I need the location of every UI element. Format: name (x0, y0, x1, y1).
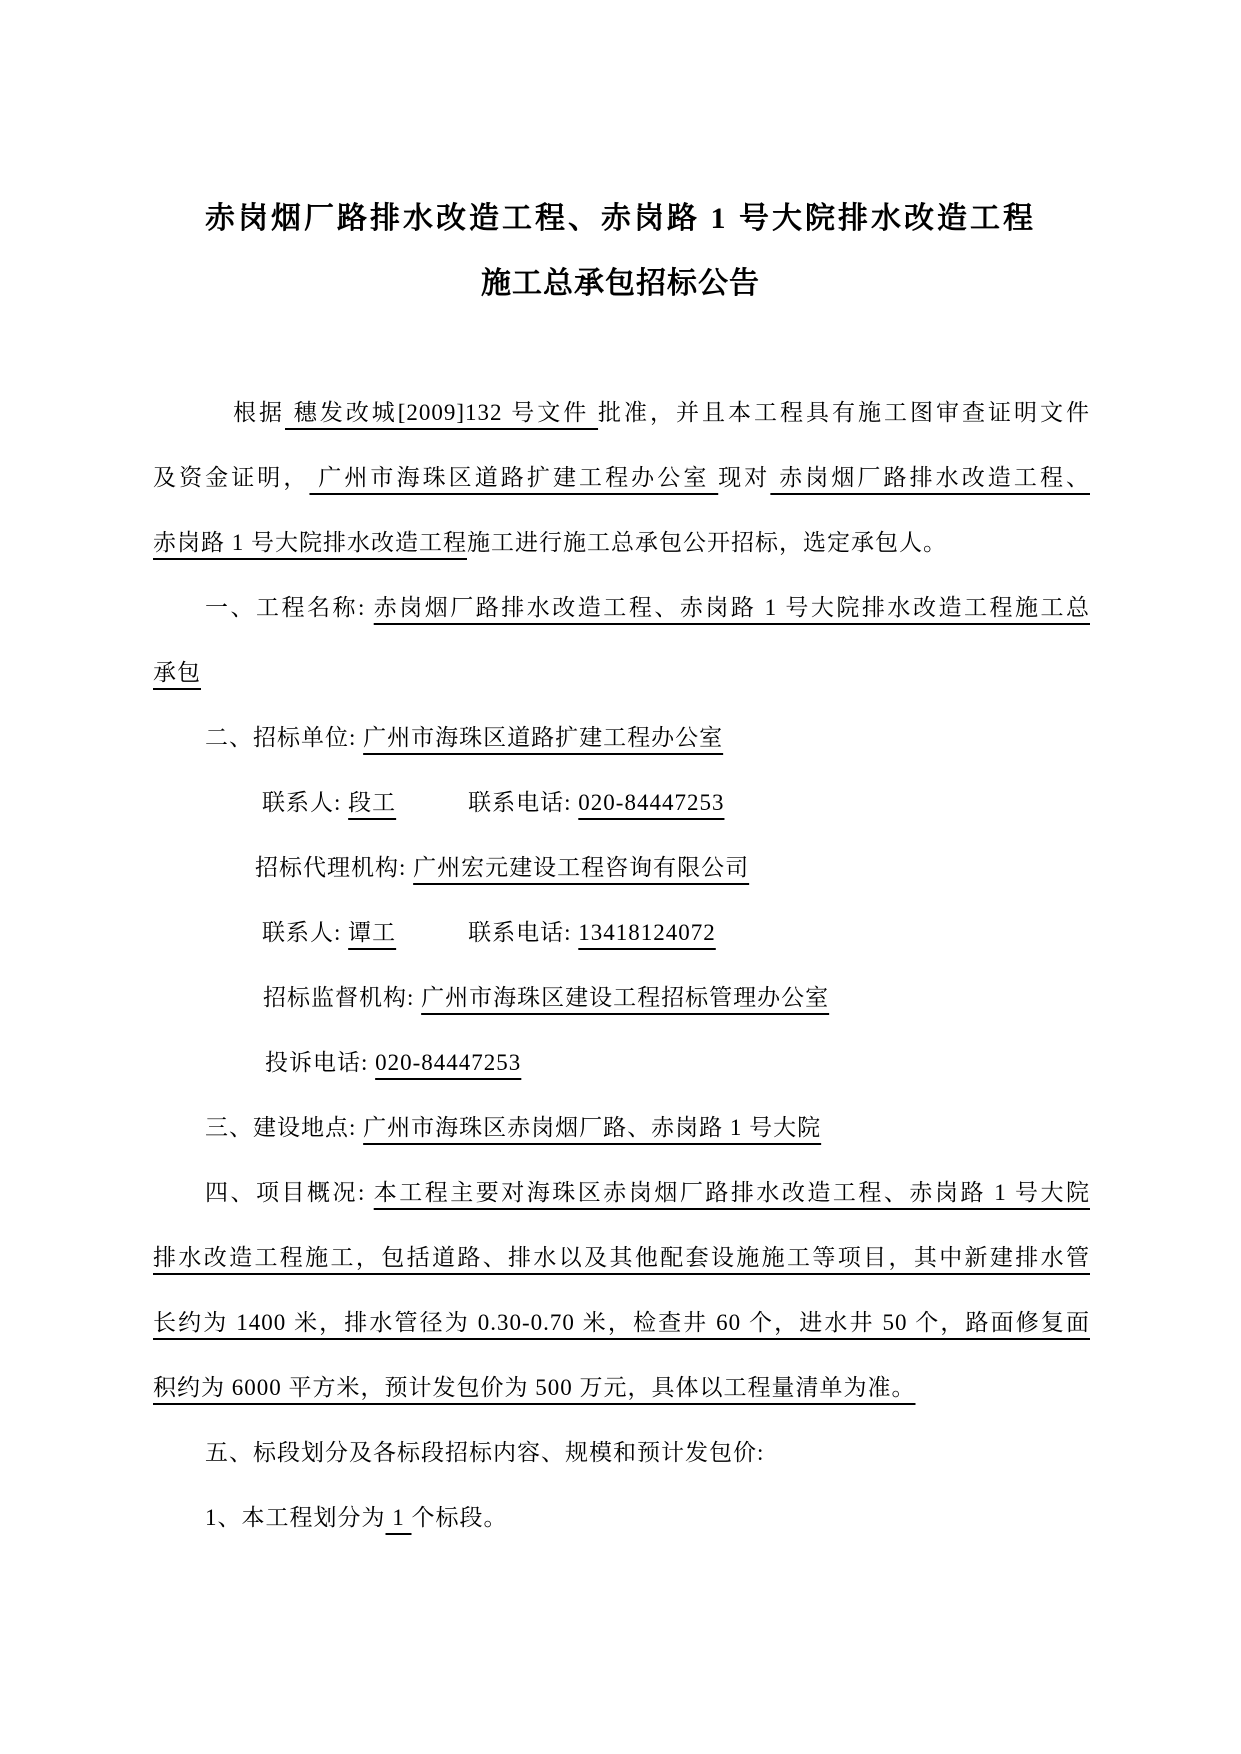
underlined-text: 广州市海珠区赤岗烟厂路、赤岗路 1 号大院 (363, 1115, 822, 1140)
text-segment: 批准，并且本工程具有施工图审查证明文件 (598, 400, 1090, 425)
text-segment: 招标监督机构: (263, 985, 422, 1010)
text-segment: 1、本工程划分为 (205, 1505, 386, 1530)
text-segment: 二、招标单位: (205, 725, 364, 750)
text-segment: 联系电话: (396, 920, 579, 945)
underlined-text: 承包 (153, 660, 201, 685)
text-line (153, 1355, 1090, 1420)
text-line (153, 705, 1090, 770)
text-line (153, 1160, 1090, 1225)
text-segment: 五、标段划分及各标段招标内容、规模和预计发包价: (205, 1440, 765, 1465)
underlined-text: 排水改造工程施工，包括道路、排水以及其他配套设施施工等项目，其中新建排水管 (153, 1245, 1090, 1270)
text-segment: 联系人: (262, 920, 349, 945)
underlined-text: 020-84447253 (375, 1050, 522, 1075)
text-line (153, 835, 1090, 900)
underlined-text: 谭工 (348, 920, 397, 945)
text-segment: 联系人: (262, 790, 349, 815)
text-line (153, 445, 1090, 510)
text-line (153, 1420, 1090, 1485)
underlined-text: 广州市海珠区道路扩建工程办公室 (363, 725, 724, 750)
underlined-text: 广州市海珠区建设工程招标管理办公室 (421, 985, 830, 1010)
text-line (153, 1030, 1090, 1095)
text-segment: 一、工程名称: (205, 595, 374, 620)
text-line (153, 965, 1090, 1030)
text-segment: 及资金证明， (153, 465, 310, 490)
text-segment: 招标代理机构: (255, 855, 414, 880)
text-line (153, 1095, 1090, 1160)
underlined-text: 广州市海珠区道路扩建工程办公室 (309, 465, 719, 490)
text-line (153, 1290, 1090, 1355)
underlined-text: 段工 (348, 790, 397, 815)
text-line (153, 1485, 1090, 1550)
document-body (153, 380, 1090, 1550)
underlined-text: 1 (385, 1505, 412, 1530)
document-title-line-1: 赤岗烟厂路排水改造工程、赤岗路 1 号大院排水改造工程 (205, 202, 1036, 235)
underlined-text: 本工程主要对海珠区赤岗烟厂路排水改造工程、赤岗路 1 号大院 (373, 1180, 1090, 1205)
text-segment: 施工进行施工总承包公开招标，选定承包人。 (467, 530, 947, 555)
text-line (153, 575, 1090, 640)
text-segment: 四、项目概况: (205, 1180, 374, 1205)
document-title (0, 186, 1241, 316)
text-segment: 现对 (718, 465, 771, 490)
text-line (153, 380, 1090, 445)
text-segment: 个标段。 (411, 1505, 508, 1530)
underlined-text: 赤岗烟厂路排水改造工程、赤岗路 1 号大院排水改造工程施工总 (373, 595, 1090, 620)
underlined-text: 积约为 6000 平方米，预计发包价为 500 万元，具体以工程量清单为准。 (153, 1375, 916, 1400)
underlined-text: 广州宏元建设工程咨询有限公司 (413, 855, 750, 880)
text-segment: 联系电话: (396, 790, 579, 815)
underlined-text: 穗发改城[2009]132 号文件 (285, 400, 599, 425)
underlined-text: 赤岗路 1 号大院排水改造工程 (153, 530, 467, 555)
underlined-text: 020-84447253 (578, 790, 725, 815)
underlined-text: 13418124072 (578, 920, 716, 945)
text-segment: 三、建设地点: (205, 1115, 364, 1140)
text-segment: 投诉电话: (265, 1050, 376, 1075)
text-line (153, 1225, 1090, 1290)
document-title-line-2: 施工总承包招标公告 (481, 267, 760, 300)
underlined-text: 长约为 1400 米，排水管径为 0.30-0.70 米，检查井 60 个，进水井 50 个，路面修复面 (153, 1310, 1090, 1335)
underlined-text: 赤岗烟厂路排水改造工程、 (770, 465, 1090, 490)
text-line (153, 510, 1090, 575)
text-line (153, 770, 1090, 835)
text-line (153, 640, 1090, 705)
text-line (153, 900, 1090, 965)
text-segment: 根据 (233, 400, 285, 425)
